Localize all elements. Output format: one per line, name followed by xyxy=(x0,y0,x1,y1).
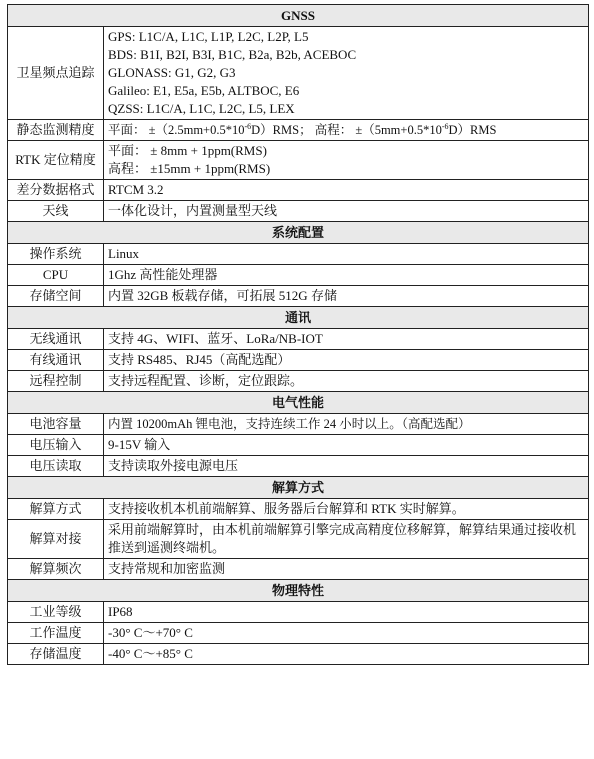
table-row xyxy=(8,265,589,286)
rtk-line: 平面： ± 8mm + 1ppm(RMS) xyxy=(108,143,267,158)
row-label: 无线通讯 xyxy=(8,329,104,350)
row-label: 解算频次 xyxy=(8,559,104,580)
row-label: 卫星频点追踪 xyxy=(8,27,104,120)
row-value: 一体化设计，内置测量型天线 xyxy=(104,201,589,222)
table-row xyxy=(8,350,589,371)
row-value: Linux xyxy=(104,244,589,265)
section-row xyxy=(8,392,589,414)
row-label: 电压输入 xyxy=(8,435,104,456)
section-title-comm: 通讯 xyxy=(8,307,589,329)
row-value: 内置 10200mAh 锂电池，支持连续工作 24 小时以上。（高配选配） xyxy=(104,414,589,435)
row-label: 电池容量 xyxy=(8,414,104,435)
row-value: 9-15V 输入 xyxy=(104,435,589,456)
tracking-line: GPS: L1C/A, L1C, L1P, L2C, L2P, L5 xyxy=(108,29,309,44)
table-row xyxy=(8,520,589,559)
row-value: 支持接收机本机前端解算、服务器后台解算和 RTK 实时解算。 xyxy=(104,499,589,520)
section-title-gnss: GNSS xyxy=(8,5,589,27)
row-label: 工业等级 xyxy=(8,602,104,623)
row-label: 解算对接 xyxy=(8,520,104,559)
table-row xyxy=(8,499,589,520)
table-row xyxy=(8,559,589,580)
section-row xyxy=(8,307,589,329)
section-row xyxy=(8,5,589,27)
table-row xyxy=(8,201,589,222)
section-title-physical: 物理特性 xyxy=(8,580,589,602)
table-row xyxy=(8,141,589,180)
row-label: 操作系统 xyxy=(8,244,104,265)
row-label: 电压读取 xyxy=(8,456,104,477)
section-row xyxy=(8,580,589,602)
static-text-3: D）RMS xyxy=(448,123,497,137)
rtk-line: 高程： ±15mm + 1ppm(RMS) xyxy=(108,161,271,176)
table-row xyxy=(8,329,589,350)
row-value: 支持远程配置、诊断，定位跟踪。 xyxy=(104,371,589,392)
row-value: IP68 xyxy=(104,602,589,623)
row-value: 采用前端解算时，由本机前端解算引擎完成高精度位移解算，解算结果通过接收机推送到遥测终端机。 xyxy=(104,520,589,559)
row-value: 支持常规和加密监测 xyxy=(104,559,589,580)
row-label: RTK 定位精度 xyxy=(8,141,104,180)
row-value: -40° C～+85° C xyxy=(104,644,589,665)
row-value: RTCM 3.2 xyxy=(104,180,589,201)
section-title-solving: 解算方式 xyxy=(8,477,589,499)
row-label: 工作温度 xyxy=(8,623,104,644)
section-title-electrical: 电气性能 xyxy=(8,392,589,414)
row-value: 内置 32GB 板载存储，可拓展 512G 存储 xyxy=(104,286,589,307)
static-text-2: D）RMS； 高程： ±（5mm+0.5*10 xyxy=(251,123,442,137)
row-label: 天线 xyxy=(8,201,104,222)
tracking-line: GLONASS: G1, G2, G3 xyxy=(108,65,236,80)
table-row xyxy=(8,456,589,477)
section-row xyxy=(8,477,589,499)
spec-table xyxy=(7,4,589,665)
row-label: CPU xyxy=(8,265,104,286)
table-row xyxy=(8,602,589,623)
tracking-line: QZSS: L1C/A, L1C, L2C, L5, LEX xyxy=(108,101,295,116)
row-value xyxy=(104,141,589,180)
tracking-line: Galileo: E1, E5a, E5b, ALTBOC, E6 xyxy=(108,83,300,98)
section-title-system: 系统配置 xyxy=(8,222,589,244)
row-value: 1Ghz 高性能处理器 xyxy=(104,265,589,286)
table-row xyxy=(8,286,589,307)
row-value: 支持读取外接电源电压 xyxy=(104,456,589,477)
static-exponent-1: -6 xyxy=(244,121,252,131)
table-row xyxy=(8,120,589,141)
row-value xyxy=(104,27,589,120)
static-text-1: 平面： ±（2.5mm+0.5*10 xyxy=(108,123,245,137)
row-label: 存储温度 xyxy=(8,644,104,665)
row-value: 支持 RS485、RJ45（高配选配） xyxy=(104,350,589,371)
row-label: 存储空间 xyxy=(8,286,104,307)
row-label: 静态监测精度 xyxy=(8,120,104,141)
table-row xyxy=(8,180,589,201)
row-value xyxy=(104,120,589,141)
row-label: 差分数据格式 xyxy=(8,180,104,201)
table-row xyxy=(8,371,589,392)
table-row xyxy=(8,414,589,435)
static-exponent-2: -6 xyxy=(441,121,449,131)
table-row xyxy=(8,623,589,644)
table-row xyxy=(8,644,589,665)
tracking-line: BDS: B1I, B2I, B3I, B1C, B2a, B2b, ACEBOC xyxy=(108,47,357,62)
row-label: 远程控制 xyxy=(8,371,104,392)
row-label: 解算方式 xyxy=(8,499,104,520)
section-row xyxy=(8,222,589,244)
row-value: -30° C～+70° C xyxy=(104,623,589,644)
table-row xyxy=(8,27,589,120)
row-label: 有线通讯 xyxy=(8,350,104,371)
table-row xyxy=(8,244,589,265)
table-row xyxy=(8,435,589,456)
row-value: 支持 4G、WIFI、蓝牙、LoRa/NB-IOT xyxy=(104,329,589,350)
